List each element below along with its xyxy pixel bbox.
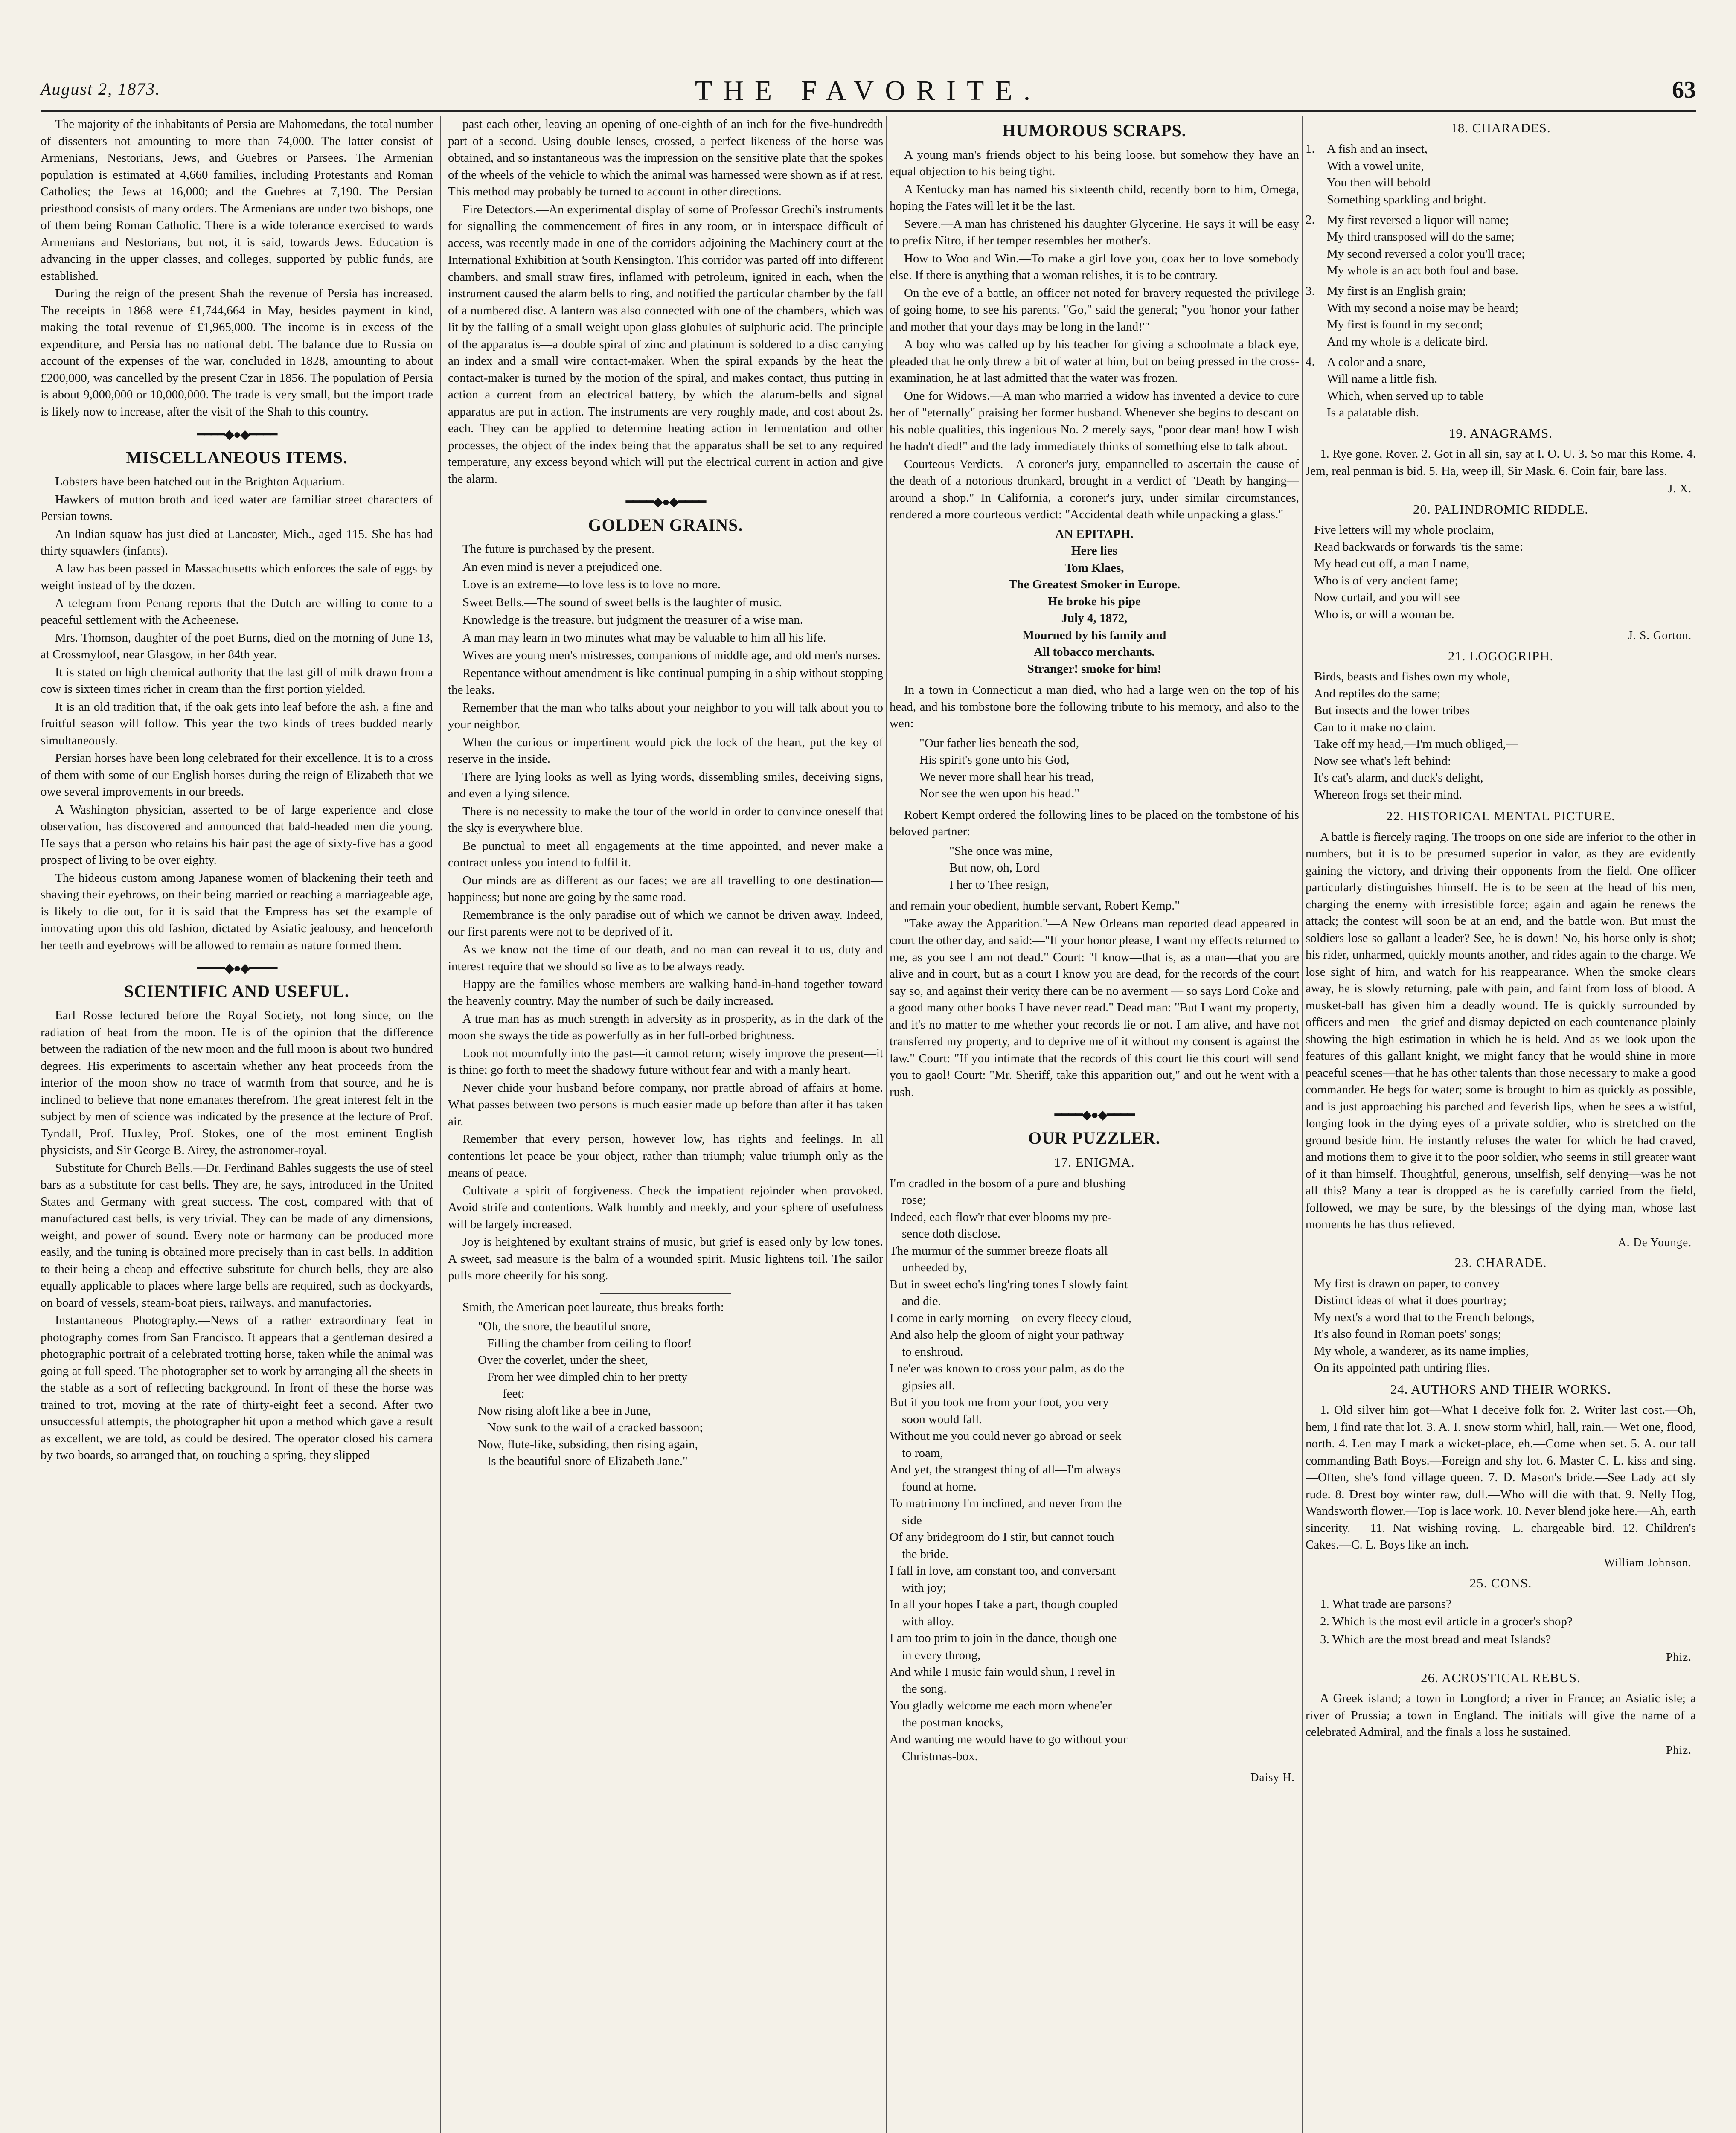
verse-line: Over the coverlet, under the sheet,: [478, 1353, 648, 1367]
verse-line: And yet, the strangest thing of all—I'm always: [890, 1463, 1121, 1476]
verse-line: I fall in love, am constant too, and conversant: [890, 1564, 1116, 1578]
verse-line: Of any bridegroom do I stir, but cannot touch: [890, 1530, 1114, 1544]
article-paragraph: An even mind is never a prejudiced one.: [462, 560, 663, 574]
section-heading-scientific: SCIENTIFIC AND USEFUL.: [124, 981, 349, 1001]
article-paragraph: Severe.—A man has christened his daughter Glycerine. He says it will be easy to prefix Nitro, if her temper resembles her mother's.: [890, 217, 1299, 247]
article-paragraph: Lobsters have been hatched out in the Brighton Aquarium.: [55, 475, 345, 488]
enigma-title: 17. ENIGMA.: [1054, 1155, 1135, 1170]
article-paragraph: A man may learn in two minutes what may be valuable to him all his life.: [462, 631, 826, 645]
verse-line: Whereon frogs set their mind.: [1314, 788, 1463, 802]
column-divider: [1302, 116, 1303, 2133]
epitaph: [890, 526, 1299, 678]
verse-line: Now curtail, and you will see: [1314, 590, 1460, 604]
cons-title: 25. CONS.: [1469, 1575, 1532, 1590]
article-paragraph: 1. What trade are parsons?: [1320, 1597, 1451, 1611]
article-paragraph: Hawkers of mutton broth and iced water are familiar street characters of Persian towns.: [41, 492, 433, 523]
palindromic-title: 20. PALINDROMIC RIDDLE.: [1413, 501, 1589, 517]
verse-line: It's also found in Roman poets' songs;: [1314, 1327, 1501, 1341]
verse-line: gipsies all.: [890, 1378, 955, 1392]
article-paragraph: Remembrance is the only paradise out of which we cannot be driven away. Indeed, our first parents were not to be deprived of it.: [448, 908, 883, 939]
article-paragraph: The hideous custom among Japanese women of blackening their teeth and shaving their eyebrows, on their being married or reaching a marriageable age, is likely to die out, for it is said that the Empress has set the example of innovating upon this old fashion, dictated by Asiatic jealousy, and henceforth her teeth and eyebrows will be allowed to remain as nature formed them.: [41, 871, 433, 952]
authors-signature: William Johnson.: [1604, 1556, 1692, 1569]
article-paragraph: A true man has as much strength in adversity as in prosperity, as in the dark of the moon she sways the tide as powerfully as in her full-orbed brightness.: [448, 1011, 883, 1042]
verse-line: AN EPITAPH.: [1055, 527, 1134, 541]
verse-line: and die.: [890, 1294, 941, 1308]
verse-line: feet:: [478, 1387, 525, 1401]
article-paragraph: Be punctual to meet all engagements at the time appointed, and never make a contract unless you intend to fulfil it.: [448, 839, 883, 869]
short-rule: [600, 1293, 731, 1294]
sci-items: [41, 1007, 433, 1464]
issue-date: August 2, 1873.: [41, 79, 161, 99]
verse-line: Distinct ideas of what it does pourtray;: [1314, 1293, 1507, 1307]
verse-line: "Oh, the snore, the beautiful snore,: [478, 1319, 651, 1333]
logogriph: [1314, 668, 1696, 803]
verse-line: Mourned by his family and: [1022, 628, 1166, 642]
article-paragraph: Persian horses have been long celebrated for their excellence. It is to a cross of them with some of our English horses during the reign of Elizabeth that we owe several improvements in our breeds.: [41, 751, 433, 799]
verse-line: My next's a word that to the French belongs,: [1314, 1310, 1535, 1324]
section-heading-golden-grains: GOLDEN GRAINS.: [588, 515, 743, 535]
column-divider: [440, 116, 441, 2133]
historical-signature: A. De Younge.: [1618, 1235, 1692, 1249]
verse-line: Who is, or will a woman be.: [1314, 607, 1454, 621]
article-paragraph: past each other, leaving an opening of one-eighth of an inch for the five-hundredth part of a second. Using double lenses, crossed, a perfect likeness of the horse was obtained, and so instantaneous was the impression on the sensitive plate that the spokes of the wheels of the vehicle to which the animal was harnessed were shown as if at rest. This method may probably be turned to account in other directions.: [448, 117, 883, 198]
historical-picture: A battle is fiercely raging. The troops on one side are inferior to the other in numbers, but it is to be presumed superior in valor, as they are evidently gaining the victory, and driving their opponents from the field. One officer particularly distinguishes himself. He is to be seen at the head of his men, charging the enemy with irresistible force; again and again he renews the attack; the contest will soon be at an end, and the battle won. But must the soldiers lose so gallant a leader? See, he is down! No, his horse only is shot; his rider, unharmed, quickly mounts another, and rides again to the charge. We lose sight of him, and watch for his reappearance. When the smoke clears away, he is slowly returning, pale with pain, and faint from loss of blood. A musket-ball has given him a deadly wound. He is quickly surrounded by officers and men—the grief and dismay depicted on each countenance plainly showing the high estimation in which he is held. And as we look upon the features of this gallant knight, we might fancy that he would shine in more peaceful scenes—that he has other talents than those necessary to make a good commander. He begs for water; some is brought to him as quickly as possible, and is just approaching his parched and feverish lips, when he sees a wistful, longing look in the dying eyes of a private soldier, who is stretched on the ground beside him. He instantly refuses the water for which he had craved, and motions them to give it to the poor soldier, who seems in still greater want of it than himself. Thoughtful, generous, unselfish, self denying—was he not all this? Many a tear is dropped as he is carefully carried from the field, followed, we may be sure, by the blessings of the dying man, whose last moments he has thus relieved.: [1306, 830, 1696, 1231]
verse-line: to enshroud.: [890, 1345, 963, 1359]
article-paragraph: Sweet Bells.—The sound of sweet bells is the laughter of music.: [462, 595, 782, 609]
golden-items: [448, 541, 883, 1284]
cons-signature: Phiz.: [1666, 1651, 1692, 1663]
verse-line: to roam,: [890, 1446, 943, 1460]
verse-line: the postman knocks,: [890, 1715, 1003, 1729]
verse-line: Here lies: [1071, 544, 1118, 558]
verse-line: Who is of very ancient fame;: [1314, 573, 1458, 587]
verse-line: And reptiles do the same;: [1314, 686, 1441, 700]
article-paragraph: A telegram from Penang reports that the Dutch are willing to come to a peaceful settlement with the Acheenese.: [41, 596, 433, 627]
column-divider: [886, 116, 887, 2133]
article-paragraph: Wives are young men's mistresses, companions of middle age, and old men's nurses.: [462, 648, 881, 662]
article-paragraph: A Washington physician, asserted to be of large experience and close observation, has discovered and announced that bald-headed men die young. He says that a person who retains his hair past the age of sixty-five has a good prospect of living to be over eighty.: [41, 802, 433, 867]
verse-line: But insects and the lower tribes: [1314, 703, 1470, 717]
enigma-signature: Daisy H.: [1250, 1771, 1295, 1784]
article-paragraph: One for Widows.—A man who married a widow has invented a device to cure her of "eternally" praising her former husband. Whenever she begins to descant on his noble qualities, this ingenious No. 2 merely says, "poor dear man! how I wish he hadn't died!" and the lady immediately thinks of something else to talk about.: [890, 389, 1299, 453]
verse-line: rose;: [890, 1193, 926, 1207]
verse-line: You gladly welcome me each morn whene'er: [890, 1699, 1112, 1712]
logogriph-title: 21. LOGOGRIPH.: [1448, 648, 1554, 663]
verse-line: with joy;: [890, 1581, 946, 1595]
charades-title: 18. CHARADES.: [1451, 120, 1551, 135]
verse-line: My whole is an act both foul and base.: [1327, 264, 1518, 277]
verse-line: On its appointed path untiring flies.: [1314, 1361, 1490, 1375]
article-paragraph: There are lying looks as well as lying words, dissembling smiles, deceiving signs, and even a lying silence.: [448, 770, 883, 800]
charade-item: [1306, 141, 1696, 209]
article-paragraph: Remember that every person, however low, has rights and feelings. In all contentions let peace be your object, rather than triumph; value triumph only as the means of peace.: [448, 1132, 883, 1180]
verse-line: Will name a little fish,: [1327, 372, 1437, 386]
article-paragraph: 3. Which are the most bread and meat Islands?: [1320, 1632, 1551, 1646]
verse-line: side: [890, 1513, 922, 1527]
verse-line: He broke his pipe: [1048, 594, 1141, 608]
verse-line: I ne'er was known to cross your palm, as do the: [890, 1362, 1125, 1375]
continued-items: [448, 116, 883, 488]
section-heading-miscellaneous: MISCELLANEOUS ITEMS.: [125, 448, 348, 467]
article-paragraph: As we know not the time of our death, and no man can reveal it to us, duty and interest require that we should so live as to be always ready.: [448, 942, 883, 973]
charade-title: 23. CHARADE.: [1454, 1255, 1547, 1270]
verse-line: From her wee dimpled chin to her pretty: [478, 1370, 688, 1384]
verse-line: I come in early morning—on every fleecy cloud,: [890, 1311, 1131, 1325]
page-number: 63: [1672, 77, 1696, 103]
verse-line: in every throng,: [890, 1648, 981, 1662]
anagrams-signature: J. X.: [1668, 482, 1692, 495]
verse-line: Read backwards or forwards 'tis the same:: [1314, 540, 1524, 554]
verse-line: found at home.: [890, 1479, 977, 1494]
verse-line: I her to Thee resign,: [949, 878, 1049, 892]
charade-number: 3.: [1306, 284, 1315, 298]
kempt-intro: Robert Kempt ordered the following lines to be placed on the tombstone of his beloved partner:: [890, 808, 1299, 838]
verse-line: Now, flute-like, subsiding, then rising again,: [478, 1437, 698, 1451]
verse-line: Is the beautiful snore of Elizabeth Jane.": [478, 1454, 688, 1468]
verse-line: But now, oh, Lord: [949, 861, 1040, 875]
ornamental-divider: ━━━━◆●◆━━━━: [625, 495, 706, 509]
article-paragraph: A law has been passed in Massachusetts which enforces the sale of eggs by weight instead of by the dozen.: [41, 561, 433, 592]
verse-line: Something sparkling and bright.: [1327, 192, 1486, 206]
charade-number: 4.: [1306, 355, 1315, 369]
ornamental-divider: ━━━━◆●◆━━━━: [1054, 1108, 1134, 1122]
article-paragraph: Substitute for Church Bells.—Dr. Ferdinand Bahles suggests the use of steel bars as a substitute for cast bells. They are, he says, introduced in the United States and Germany with great success. The cost, compared with that of manufactured cast bells, is very trivial. They can be made of any dimensions, weight, and power of sound. Every note or harmony can be produced more easily, and the tuning is obtained more precisely than in cast bells. In addition to their being a cheap and effective substitute for church bells, they are also equally applicable to places where large bells are required, such as dockyards, on board of vessels, steam-boat piers, railways, and manufactories.: [41, 1161, 433, 1310]
article-paragraph: Never chide your husband before company, nor prattle abroad of affairs at home. What passes between two persons is much easier made up before than after it has taken air.: [448, 1081, 883, 1128]
article-paragraph: Mrs. Thomson, daughter of the poet Burns, died on the morning of June 13, at Crossmyloof, near Glasgow, in her 84th year.: [41, 631, 433, 661]
charade-item: [1306, 212, 1696, 279]
verse-line: And also help the gloom of night your pathway: [890, 1328, 1124, 1342]
section-heading-puzzler: OUR PUZZLER.: [1028, 1128, 1160, 1148]
article-paragraph: Fire Detectors.—An experimental display of some of Professor Grechi's instruments for signalling the commencement of fires in any room, or in interspace difficult of access, was recently made in one of the corridors adjoining the Machinery court at the International Exhibition at South Kensington. This corridor was parted off into different chambers, and small straw fires, inflamed with petroleum, ignited in each, when the instrument caused the alarm bells to ring, and notified the particular chamber by the fall of a numbered disc. A lantern was also connected with one of the chambers, which was lit by the falling of a small weight upon glass globules of sulphuric acid. The principle of the apparatus is—a double spiral of zinc and platinum is soldered to a disc carrying an index and a small wire contact-maker. When the spiral expands by the heat the contact-maker is turned by the motion of the spiral, and makes contact, thus putting in action a current from an electrical battery, by which the alarum-bells and signal apparatus are put in action. The instruments are very roughly made, and cost about 2s. each. They can be applied to determine heating action in fermentation and other processes, the object of the index being that the apparatus shall be set to any required temperature, any excess beyond which will put the electrical current in action and give the alarm.: [448, 202, 883, 486]
article-paragraph: Repentance without amendment is like continual pumping in a ship without stopping the leaks.: [448, 666, 883, 697]
enigma-poem: [890, 1175, 1299, 1765]
verse-line: Birds, beasts and fishes own my whole,: [1314, 670, 1510, 683]
anagrams-title: 19. ANAGRAMS.: [1449, 425, 1553, 441]
article-paragraph: Courteous Verdicts.—A coroner's jury, empannelled to ascertain the cause of the death of a notorious drunkard, brought in a verdict of "Death by hanging—around a shop." In California, a coroner's jury, under similar circumstances, rendered a more courteous verdict: "Accidental death while unpacking a glass.": [890, 457, 1299, 521]
anagrams-text: 1. Rye gone, Rover. 2. Got in all sin, say at I. O. U. 3. So mar this Rome. 4. Jem, real penman is bid. 5. Ha, weep ill, Sir Mask. 6. Coin fair, bare lass.: [1306, 447, 1696, 478]
palindromic-riddle: [1314, 522, 1696, 623]
verse-line: sence doth disclose.: [890, 1227, 1001, 1241]
snore-poem: [478, 1318, 883, 1470]
verse-line: the bride.: [890, 1547, 949, 1561]
verse-line: It's cat's alarm, and duck's delight,: [1314, 771, 1483, 785]
historical-title: 22. HISTORICAL MENTAL PICTURE.: [1386, 808, 1615, 823]
ornamental-divider: ━━━━◆●◆━━━━: [197, 961, 277, 975]
article-paragraph: An Indian squaw has just died at Lancaster, Mich., aged 115. She has had thirty squawlers (infants).: [41, 527, 433, 558]
verse-line: Is a palatable dish.: [1327, 406, 1419, 419]
article-paragraph: Our minds are as different as our faces; we are all travelling to one destination—happiness; but none are going by the same road.: [448, 873, 883, 904]
apparition-item: "Take away the Apparition."—A New Orleans man reported dead appeared in court the other day, and said:—"If your honor please, I want my effects returned to me, as you see I am not dead." Court: "I know—that is, as a man—that you are alive and in court, but as a court I know you are dead, for the records of the court say so, and against their verity there can be no averment — so says Lord Coke and a good many other books I have never read." Dead man: "But I want my property, and it's no matter to me whether your records lie or not. I am alive, and have not transferred my property, and to deprive me of it without my consent is against the law." Court: "If you intimate that the records of this court lie this court will send you to gaol! Court: "Mr. Sheriff, take this apparition out," and out he went with a rush.: [890, 916, 1299, 1099]
article-paragraph: A boy who was called up by his teacher for giving a schoolmate a black eye, pleaded that he only threw a bit of water at him, but on being pressed in the cross-examination, he at last admitted that the water was frozen.: [890, 337, 1299, 385]
verse-line: To matrimony I'm inclined, and never from the: [890, 1497, 1122, 1510]
article-paragraph: Love is an extreme—to love less is to love no more.: [462, 578, 721, 591]
kempt-poem: [949, 843, 1299, 894]
acrostical-signature: Phiz.: [1666, 1743, 1692, 1756]
article-paragraph: Look not mournfully into the past—it cannot return; wisely improve the present—it is thine; go forth to meet the shadowy future without fear and with a manly heart.: [448, 1046, 883, 1077]
article-paragraph: Happy are the families whose members are walking hand-in-hand together toward the heavenly country. May the number of such be daily increased.: [448, 977, 883, 1008]
verse-line: A fish and an insect,: [1327, 142, 1428, 156]
charade-item: [1306, 354, 1696, 421]
authors-works: 1. Old silver him got—What I deceive folk for. 2. Writer last cost.—Oh, hem, I find rate that lot. 3. A. I. snow storm whirl, hall, rain.— Wet one, flood, north. 4. Len may I mark a wicket-place, eh.—Come when set. 5. A. our tall commanding Bath Boys.—Foreign and shy lot. 6. Master C. L. kiss and sing.—Often, she's fond village queen. 7. D. Mason's bride.—See Lady act sly rude. 8. Drest boy winter raw, dull.—Who will die with that. 9. Nelly Hog, Wandsworth flower.—Top is lace work. 10. Never blend joke here.—Ah, earth sincerity.— 11. Nat wishing roving.—L. chargeable bird. 12. Children's Cakes.—C. L. Boys like an inch.: [1306, 1403, 1696, 1552]
masthead-rule: [41, 110, 1696, 112]
article-paragraph: The majority of the inhabitants of Persia are Mahomedans, the total number of dissenters not amounting to more than 74,000. The latter consist of Armenians, Nestorians, Jews, and Guebres or Parsees. The Armenian population is estimated at 4,660 families, including Protestants and Roman Catholics; the Jews at 16,000; and the Guebres at 7,190. The Persian priesthood consists of many orders. The Armenians are under two bishops, one of them being Roman Catholic. There is a wide tolerance exercised to wards Armenians and Nestorians, but not, it is said, towards Jews. Education is advancing in the upper classes, and colleges, supported by public funds, are established.: [41, 117, 433, 283]
verse-line: Five letters will my whole proclaim,: [1314, 523, 1495, 537]
article-paragraph: 2. Which is the most evil article in a grocer's shop?: [1320, 1615, 1573, 1628]
article-paragraph: Instantaneous Photography.—News of a rather extraordinary feat in photography comes from San Francisco. It appears that a gentleman desired a photographic portrait of a celebrated trotting horse, taken while the animal was going at full speed. The photographer set to work by arranging all the sheets in the stable as a sort of reflecting background. In front of these the horse was trained to trot, moving at the rate of thirty-eight feet a second. After two unsuccessful attempts, the photographer hit upon a method which gave a result as excellent, we are told, as could be desired. The operator closed his camera by two boards, so arranged that, on touching a spring, they slipped: [41, 1314, 433, 1462]
verse-line: I'm cradled in the bosom of a pure and blushing: [890, 1176, 1126, 1190]
wen-intro: In a town in Connecticut a man died, who had a large wen on the top of his head, and his tombstone bore the following tribute to his memory, and also to the wen:: [890, 683, 1299, 730]
column-3: [890, 116, 1299, 2133]
verse-line: Filling the chamber from ceiling to floor!: [478, 1336, 692, 1350]
verse-line: My first is found in my second;: [1327, 318, 1483, 331]
column-2: [448, 116, 883, 2133]
verse-line: My whole, a wanderer, as its name implies,: [1314, 1344, 1529, 1358]
verse-line: Take off my head,—I'm much obliged,—: [1314, 737, 1518, 751]
article-paragraph: The future is purchased by the present.: [462, 542, 655, 556]
verse-line: I am too prim to join in the dance, though one: [890, 1631, 1117, 1645]
verse-line: Stranger! smoke for him!: [1027, 662, 1162, 676]
verse-line: July 4, 1872,: [1061, 611, 1128, 625]
verse-line: Now sunk to the wail of a cracked bassoon;: [478, 1421, 703, 1434]
article-paragraph: It is an old tradition that, if the oak gets into leaf before the ash, a fine and fruitful season will follow. This year the two kinds of trees budded nearly simultaneously.: [41, 700, 433, 747]
verse-line: "She once was mine,: [949, 844, 1053, 858]
article-paragraph: It is stated on high chemical authority that the last gill of milk drawn from a cow is sixteen times richer in cream than the first portion yielded.: [41, 665, 433, 696]
verse-line: A color and a snare,: [1327, 355, 1426, 369]
verse-line: My first reversed a liquor will name;: [1327, 213, 1509, 227]
verse-line: All tobacco merchants.: [1034, 645, 1155, 659]
charade-number: 1.: [1306, 142, 1315, 156]
section-heading-humorous: HUMOROUS SCRAPS.: [1002, 121, 1186, 140]
misc-items: [41, 474, 433, 954]
kempt-end: and remain your obedient, humble servant, Robert Kemp.": [890, 899, 1180, 912]
ornamental-divider: ━━━━◆●◆━━━━: [197, 427, 277, 442]
article-paragraph: When the curious or impertinent would pick the lock of the heart, put the key of reserve in the inside.: [448, 735, 883, 766]
verse-line: soon would fall.: [890, 1412, 982, 1426]
wen-poem: [919, 735, 1299, 802]
verse-line: with alloy.: [890, 1614, 954, 1628]
column-4: [1306, 116, 1696, 2133]
article-paragraph: Joy is heightened by exultant strains of music, but grief is eased only by low tones. A sweet, sad measure is the balm of a wounded spirit. Music lightens toil. The sailor pulls more cheerily for his song.: [448, 1235, 883, 1282]
verse-line: My second reversed a color you'll trace;: [1327, 247, 1525, 261]
verse-line: the song.: [890, 1682, 947, 1696]
charades-list: [1306, 141, 1696, 421]
cons-list: [1306, 1596, 1696, 1648]
article-paragraph: Remember that the man who talks about your neighbor to you will talk about you to your neighbor.: [448, 700, 883, 731]
palindromic-signature: J. S. Gorton.: [1628, 629, 1692, 642]
article-paragraph: During the reign of the present Shah the revenue of Persia has increased. The receipts in 1868 were £1,744,664 in May, besides payment in kind, making the total revenue of £1,965,000. The income is in excess of the expenditure, and Persia has no national debt. The balance due to Russia on account of the expenses of the war, concluded in 1828, amounting to about £200,000, was cancelled by the present Czar in 1856. The population of Persia is about 9,000,000 or 10,000,000. The trade is very small, but the import trade is likely now to increase, after the visit of the Shah to this country.: [41, 287, 433, 418]
article-paragraph: A young man's friends object to his being loose, but somehow they have an equal objection to his being tight.: [890, 148, 1299, 178]
verse-line: Without me you could never go abroad or seek: [890, 1429, 1122, 1443]
acrostical-rebus: A Greek island; a town in Longford; a river in France; an Asiatic isle; a river of Prussia; a town in England. The initials will give the name of a celebrated Admiral, and the finals a loss he sustained.: [1306, 1691, 1696, 1739]
newspaper-title: THE FAVORITE.: [695, 75, 1042, 106]
charade-item: [1306, 283, 1696, 351]
verse-line: His spirit's gone unto his God,: [919, 753, 1070, 767]
verse-line: But if you took me from your foot, you very: [890, 1395, 1109, 1409]
verse-line: With my second a noise may be heard;: [1327, 301, 1519, 315]
acrostical-title: 26. ACROSTICAL REBUS.: [1421, 1670, 1581, 1685]
verse-line: And wanting me would have to go without your: [890, 1732, 1128, 1746]
charade-number: 2.: [1306, 213, 1315, 227]
verse-line: The Greatest Smoker in Europe.: [1009, 578, 1180, 591]
humor-items: [890, 147, 1299, 523]
verse-line: My first is drawn on paper, to convey: [1314, 1276, 1500, 1290]
authors-title: 24. AUTHORS AND THEIR WORKS.: [1390, 1381, 1611, 1397]
verse-line: Tom Klaes,: [1064, 561, 1124, 575]
charade: [1314, 1276, 1696, 1377]
verse-line: Indeed, each flow'r that ever blooms my pre-: [890, 1210, 1112, 1224]
article-paragraph: How to Woo and Win.—To make a girl love you, coax her to love somebody else. If there is anything that a woman relishes, it is to be contrary.: [890, 251, 1299, 282]
article-paragraph: Cultivate a spirit of forgiveness. Check the impatient rejoinder when provoked. Avoid strife and contentions. Walk humbly and meekly, and your sphere of usefulness will be largely increased.: [448, 1183, 883, 1231]
verse-line: unheeded by,: [890, 1261, 967, 1274]
article-paragraph: A Kentucky man has named his sixteenth child, recently born to him, Omega, hoping the Fates will let it be the last.: [890, 182, 1299, 213]
verse-line: Nor see the wen upon his head.": [919, 787, 1080, 800]
article-paragraph: Earl Rosse lectured before the Royal Society, not long since, on the radiation of heat from the moon. He is of the opinion that the difference between the radiation of the new moon and the full moon is about two hundred degrees. His experiments to ascertain whether any heat proceeds from the interior of the moon show no trace of warmth from that source, and he is inclined to believe that none emanates therefrom. The great interest felt in the subject by men of science was indicated by the presence at the lecture of Prof. Tyndall, Prof. Huxley, Prof. Stokes, one of the most eminent English physicists, and Sir George B. Airey, the astronomer-royal.: [41, 1008, 433, 1157]
verse-line: The murmur of the summer breeze floats all: [890, 1244, 1108, 1258]
verse-line: My first is an English grain;: [1327, 284, 1466, 298]
article-paragraph: Knowledge is the treasure, but judgment the treasurer of a wise man.: [462, 613, 803, 627]
verse-line: My head cut off, a man I name,: [1314, 557, 1470, 570]
verse-line: Now see what's left behind:: [1314, 754, 1451, 768]
column-1: [41, 116, 433, 2133]
article-paragraph: On the eve of a battle, an officer not noted for bravery requested the privilege of going home, to see his parents. "Go," said the general; "you 'honor your father and mother that your days may be long in the land!'": [890, 286, 1299, 334]
verse-line: You then will behold: [1327, 176, 1431, 189]
verse-line: We never more shall hear his tread,: [919, 770, 1094, 784]
verse-line: Now rising aloft like a bee in June,: [478, 1404, 651, 1418]
masthead: [41, 75, 1696, 105]
smith-intro: Smith, the American poet laureate, thus breaks forth:—: [462, 1300, 736, 1314]
verse-line: And while I music fain would shun, I revel in: [890, 1665, 1115, 1679]
verse-line: But in sweet echo's ling'ring tones I slowly faint: [890, 1277, 1128, 1291]
verse-line: And my whole is a delicate bird.: [1327, 334, 1488, 349]
verse-line: With a vowel unite,: [1327, 159, 1424, 173]
article-paragraph: There is no necessity to make the tour of the world in order to convince oneself that the sky is everywhere blue.: [448, 804, 883, 835]
verse-line: In all your hopes I take a part, though coupled: [890, 1598, 1118, 1611]
verse-line: Which, when served up to table: [1327, 389, 1484, 403]
verse-line: My third transposed will do the same;: [1327, 230, 1515, 244]
verse-line: "Our father lies beneath the sod,: [919, 736, 1079, 750]
verse-line: Christmas-box.: [890, 1749, 978, 1763]
verse-line: Can to it make no claim.: [1314, 720, 1436, 734]
